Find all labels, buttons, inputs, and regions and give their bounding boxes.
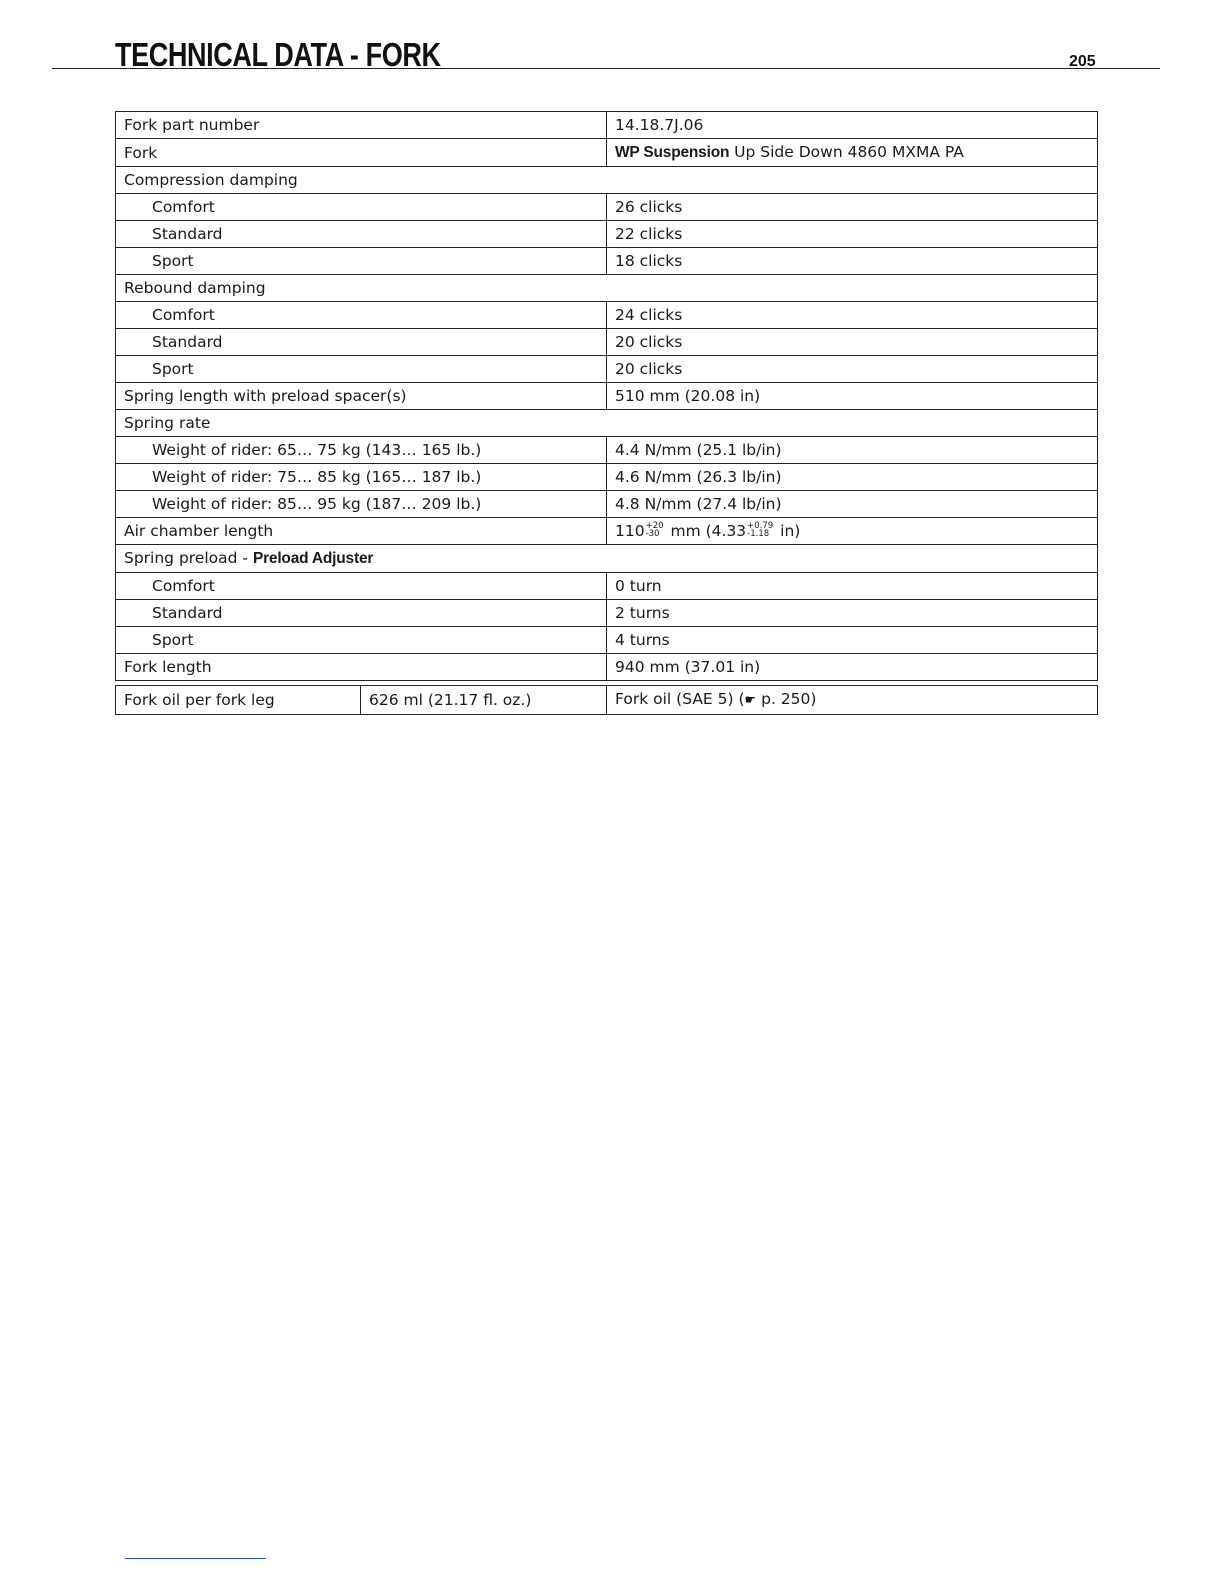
table-row: [116, 139, 1098, 167]
table-row: [116, 686, 1098, 715]
mm-tolerance: [646, 522, 664, 538]
row-label: Air chamber length: [116, 518, 607, 545]
page-number: 205: [1069, 53, 1096, 70]
row-value: 14.18.7J.06: [607, 112, 1098, 139]
table-row: [116, 329, 1098, 356]
table-row: [116, 221, 1098, 248]
row-value: 22 clicks: [607, 221, 1098, 248]
header-rule: [52, 68, 1160, 69]
brand-name: WP Suspension: [615, 144, 730, 161]
table-row: [116, 356, 1098, 383]
table-row: [116, 464, 1098, 491]
row-value: 510 mm (20.08 in): [607, 383, 1098, 410]
row-label: Weight of rider: 85… 95 kg (187… 209 lb.): [116, 491, 607, 518]
row-value: 4.8 N/mm (27.4 lb/in): [607, 491, 1098, 518]
table-row: [116, 518, 1098, 545]
row-value: 4.4 N/mm (25.1 lb/in): [607, 437, 1098, 464]
preload-label: Spring preload -: [124, 549, 253, 567]
tolerance-upper: +20: [645, 520, 664, 531]
oil-amount: 626 ml (21.17 fl. oz.): [361, 686, 607, 715]
row-label: Weight of rider: 75… 85 kg (165… 187 lb.): [116, 464, 607, 491]
mm-base: 110: [615, 522, 645, 540]
oil-label: Fork oil per fork leg: [116, 686, 361, 715]
preload-adjuster-label: Preload Adjuster: [252, 550, 374, 567]
section-row: [116, 167, 1098, 194]
row-value: 940 mm (37.01 in): [607, 654, 1098, 681]
footer-link-underline: [125, 1558, 266, 1559]
in-unit: in): [775, 522, 801, 540]
row-label: Fork length: [116, 654, 607, 681]
row-value: 0 turn: [607, 573, 1098, 600]
oil-spec: [607, 686, 1098, 715]
row-value: 20 clicks: [607, 329, 1098, 356]
section-label: Rebound damping: [116, 275, 1098, 302]
section-label: Compression damping: [116, 167, 1098, 194]
row-value: 18 clicks: [607, 248, 1098, 275]
section-label: [116, 545, 1098, 573]
pointing-hand-icon: ☛: [744, 693, 757, 708]
oil-spec-text: Fork oil (SAE 5) (: [615, 690, 745, 708]
table-row: [116, 627, 1098, 654]
tolerance-upper: +0.79: [747, 520, 774, 531]
fork-spec-table: [115, 111, 1098, 681]
row-label: Standard: [116, 600, 607, 627]
row-value: 2 turns: [607, 600, 1098, 627]
page-reference-link[interactable]: p. 250): [756, 690, 817, 708]
table-row: [116, 248, 1098, 275]
row-label: Sport: [116, 627, 607, 654]
row-value: 4.6 N/mm (26.3 lb/in): [607, 464, 1098, 491]
row-label: Sport: [116, 248, 607, 275]
page-title: TECHNICAL DATA - FORK: [115, 36, 441, 73]
section-label: Spring rate: [116, 410, 1098, 437]
row-value: [607, 139, 1098, 167]
row-label: Comfort: [116, 194, 607, 221]
mm-unit: mm (: [665, 522, 712, 540]
row-label: Standard: [116, 329, 607, 356]
table-row: [116, 491, 1098, 518]
section-row: [116, 410, 1098, 437]
tolerance-lower: -30: [645, 528, 660, 539]
row-label: Fork part number: [116, 112, 607, 139]
row-label: Fork: [116, 139, 607, 167]
fork-model: Up Side Down 4860 MXMA PA: [729, 143, 964, 161]
row-label: Comfort: [116, 573, 607, 600]
table-row: [116, 383, 1098, 410]
table-row: [116, 112, 1098, 139]
row-value: 24 clicks: [607, 302, 1098, 329]
fork-oil-table: [115, 685, 1098, 715]
table-row: [116, 573, 1098, 600]
row-label: Standard: [116, 221, 607, 248]
row-value: 26 clicks: [607, 194, 1098, 221]
table-row: [116, 600, 1098, 627]
table-row: [116, 194, 1098, 221]
table-row: [116, 302, 1098, 329]
tolerance-lower: -1.18: [747, 528, 770, 539]
in-tolerance: [747, 522, 773, 538]
table-row: [116, 437, 1098, 464]
row-value: [607, 518, 1098, 545]
table-row: [116, 654, 1098, 681]
section-row: [116, 545, 1098, 573]
row-label: Weight of rider: 65… 75 kg (143… 165 lb.): [116, 437, 607, 464]
row-value: 4 turns: [607, 627, 1098, 654]
in-base: 4.33: [711, 522, 747, 540]
row-label: Sport: [116, 356, 607, 383]
row-label: Comfort: [116, 302, 607, 329]
row-label: Spring length with preload spacer(s): [116, 383, 607, 410]
section-row: [116, 275, 1098, 302]
row-value: 20 clicks: [607, 356, 1098, 383]
